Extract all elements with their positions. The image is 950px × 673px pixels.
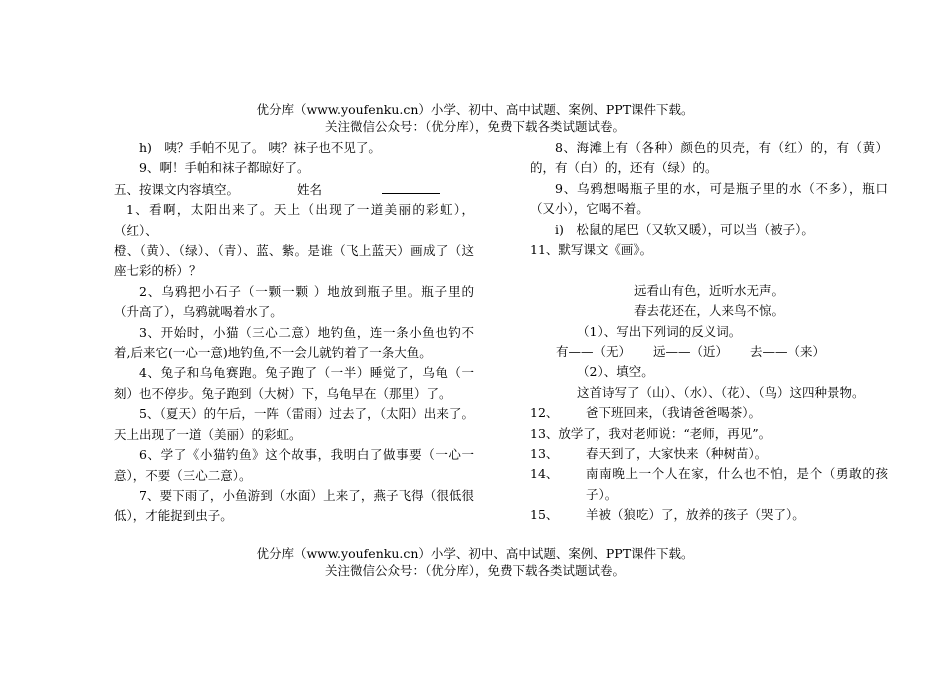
- question-9-right: 9、乌鸦想喝瓶子里的水，可是瓶子里的水（不多），瓶口（又小），它喝不着。: [530, 180, 888, 217]
- subquestion-1: （1）、写出下列词的反义词。: [577, 323, 742, 339]
- question-i: i) 松鼠的尾巴（又软又暖），可以当（被子）。: [555, 221, 814, 237]
- question-13a: 13、放学了，我对老师说：“老师，再见”。: [530, 425, 772, 441]
- section-5-heading: [114, 179, 474, 200]
- question-11: 11、默写课文《画》。: [530, 242, 653, 258]
- question-12-text: 爸下班回来，（我请爸爸喝茶）。: [586, 405, 762, 421]
- question-5: 5、（夏天）的午后，一阵（雷雨）过去了，（太阳）出来了。天上出现了一道（美丽）的彩虹。: [114, 406, 474, 442]
- antonym-3: 去——（来）: [750, 344, 826, 360]
- question-6: 6、学了《小猫钓鱼》这个故事，我明白了做事要（一心一意），不要（三心二意）。: [114, 447, 474, 483]
- left-column: [114, 138, 474, 527]
- antonym-1: 有——（无）: [556, 344, 632, 360]
- poem-line-1: 远看山有色，近听水无声。: [633, 282, 784, 298]
- question-4: 4、兔子和乌龟赛跑。兔子跑了（一半）睡觉了，乌龟（一刻）也不停步。兔子跑到（大树）下，乌龟早在（那里）了。: [114, 365, 474, 401]
- question-7: 7、要下雨了，小鱼游到（水面）上来了，燕子飞得（很低很低），才能捉到虫子。: [114, 487, 474, 524]
- poem-line-2: 春去花还在，人来鸟不惊。: [633, 303, 784, 319]
- question-12: [530, 403, 888, 423]
- question-1a: 1、看啊，太阳出来了。天上（出现了一道美丽的彩虹），（红）、: [114, 202, 474, 238]
- fill-blank: 这首诗写了（山）、（水）、（花）、（鸟）这四种景物。: [577, 384, 865, 400]
- question-15: [530, 505, 888, 525]
- question-14-text: 南南晚上一个人在家，什么也不怕，是个（勇敢的孩子）。: [586, 466, 888, 502]
- question-13b-number: 13、: [530, 446, 559, 462]
- question-1b: 橙、（黄）、（绿）、（青）、蓝、紫。是谁（飞上蓝天）画成了（这座七彩的桥）？: [114, 243, 474, 279]
- question-15-number: 15、: [530, 507, 559, 523]
- page-footer: [0, 545, 950, 579]
- footer-line-2: 关注微信公众号：（优分库），免费下载各类试题试卷。: [324, 563, 625, 578]
- question-8: 8、海滩上有（各种）颜色的贝壳，有（红）的，有（黄）的，有（白）的，还有（绿）的。: [530, 140, 888, 176]
- page-header: [0, 101, 950, 135]
- name-label: 姓名: [297, 181, 323, 197]
- header-line-1: 优分库（www.youfenku.cn）小学、初中、高中试题、案例、PPT课件下载。: [256, 102, 694, 117]
- question-2: 2、乌鸦把小石子（一颗一颗 ）地放到瓶子里。瓶子里的（升高了），乌鸦就喝着水了。: [114, 283, 474, 320]
- item-h: h) 咦？手帕不见了。 咦？袜子也不见了。: [139, 140, 381, 155]
- question-3: 3、开始时，小猫（三心二意）地钓鱼，连一条小鱼也钓不着,后来它(一心一意)地钓鱼,不一会儿就钓着了一条大鱼。: [114, 324, 474, 361]
- question-13b-text: 春天到了，大家快来（种树苗）。: [586, 446, 768, 462]
- item-9-left: 9、啊！手帕和袜子都晾好了。: [139, 160, 310, 176]
- question-15-text: 羊被（狼吃）了，放养的孩子（哭了）。: [586, 507, 805, 523]
- subquestion-2: （2）、填空。: [577, 364, 654, 380]
- antonyms-row: [530, 342, 888, 362]
- question-14: [530, 464, 888, 505]
- right-column: [530, 138, 888, 526]
- antonym-2: 远——（近）: [653, 344, 729, 360]
- question-13b: [530, 444, 888, 464]
- name-blank: [382, 179, 440, 194]
- footer-line-1: 优分库（www.youfenku.cn）小学、初中、高中试题、案例、PPT课件下载。: [256, 546, 694, 561]
- header-line-2: 关注微信公众号：（优分库），免费下载各类试题试卷。: [324, 119, 625, 134]
- section-5-title: 五、按课文内容填空。: [114, 181, 240, 197]
- question-14-number: 14、: [530, 466, 559, 482]
- question-12-number: 12、: [530, 405, 559, 421]
- spacer: [530, 260, 888, 280]
